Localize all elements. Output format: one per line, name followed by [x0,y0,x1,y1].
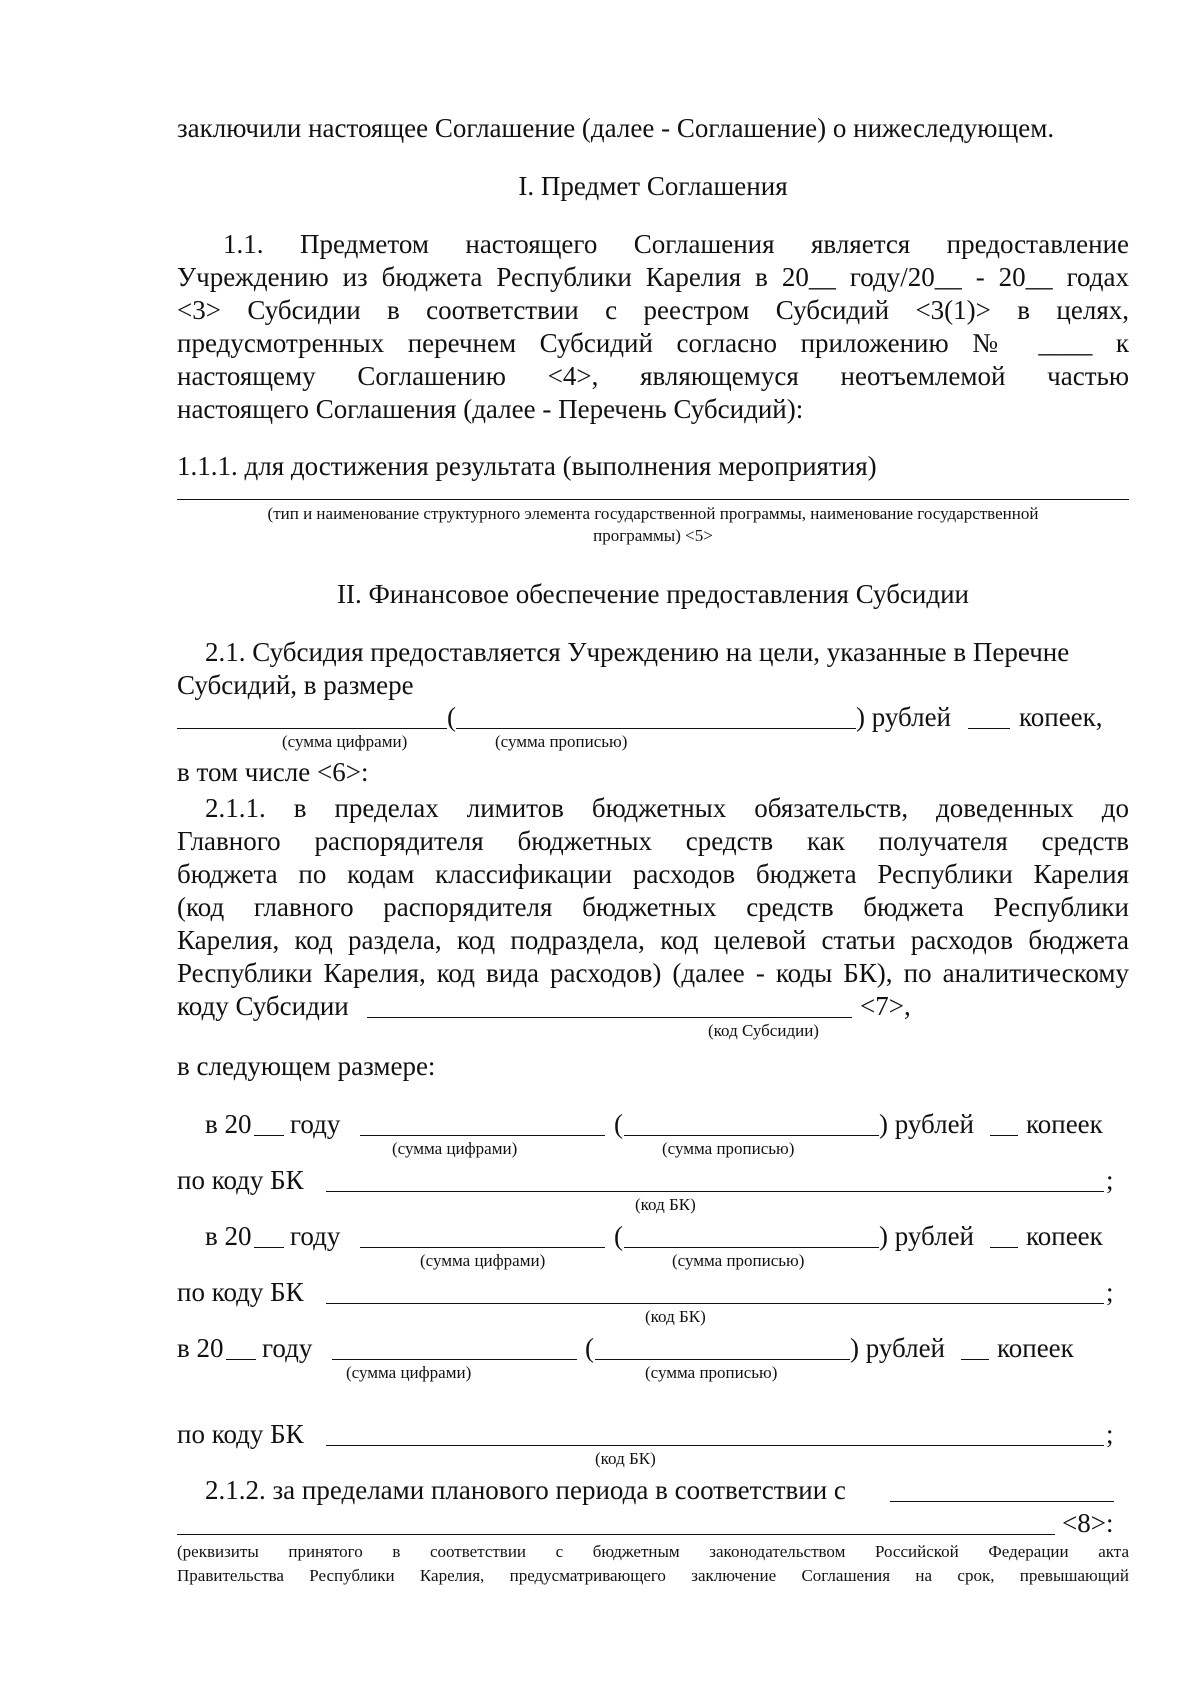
year1-kopeek-blank [990,1135,1018,1136]
including-line: в том числе <6>: [177,757,369,787]
kbk1-label: (код БК) [635,1195,696,1214]
year1-rubley: ) рублей [879,1109,975,1139]
p111-note-line-2: программы) <5> [593,526,713,545]
section-2-title: II. Финансовое обеспечение предоставления Субсидии [336,579,970,609]
kbk3-semicolon: ; [1106,1419,1114,1449]
year2-words-blank [624,1247,879,1248]
p111-line: 1.1.1. для достижения результата (выполнения мероприятия) [177,451,877,481]
bottom-note-line-2: Правительства Республики Карелия, предусматривающего заключение Соглашения на срок, превышающий [177,1566,1129,1585]
kbk2-prefix: по коду БК [177,1277,304,1307]
p11-line-4: предусмотренных перечнем Субсидий согласно приложению № ____ к [177,328,1129,358]
year3-digits-blank [332,1359,577,1360]
p211-line-2: Главного распорядителя бюджетных средств как получателя средств [177,826,1129,856]
year3-kopeek-blank [961,1359,989,1360]
year1-word: году [290,1109,341,1139]
p212-ref: <8>: [1062,1508,1114,1538]
p11-line-3: <3> Субсидии в соответствии с реестром Субсидий <3(1)> в целях, [177,295,1129,325]
p212-blank-2 [177,1534,1055,1535]
year2-rubley: ) рублей [879,1221,975,1251]
following-size-line: в следующем размере: [177,1051,436,1081]
year1-kopeek: копеек [1026,1109,1103,1139]
sum-digits-label: (сумма цифрами) [282,732,408,751]
kbk2-label: (код БК) [645,1307,706,1326]
year2-prefix: в 20 [205,1221,252,1251]
year1-words-label: (сумма прописью) [662,1139,795,1158]
sum-kopeek: копеек, [1019,702,1103,732]
sum-open-paren: ( [447,702,456,732]
p211-line-4: (код главного распорядителя бюджетных средств бюджета Республики [177,892,1129,922]
year3-digits-label: (сумма цифрами) [346,1363,472,1382]
year1-words-blank [624,1135,879,1136]
year1-prefix: в 20 [205,1109,252,1139]
year3-words-label: (сумма прописью) [645,1363,778,1382]
p212-blank-1 [890,1501,1114,1502]
p111-note-line-1: (тип и наименование структурного элемента государственной программы, наименование государственной [267,504,1039,523]
kbk2-blank [326,1303,1104,1304]
year2-digits-label: (сумма цифрами) [420,1251,546,1270]
subsidy-code-label: (код Субсидии) [708,1021,819,1040]
subsidy-code-ref: <7>, [860,991,911,1021]
year2-kopeek-blank [990,1247,1018,1248]
p211-line-1: 2.1.1. в пределах лимитов бюджетных обязательств, доведенных до [205,793,1129,823]
p11-line-6: настоящего Соглашения (далее - Перечень Субсидий): [177,394,804,424]
subsidy-code-blank [367,1017,852,1018]
kbk1-prefix: по коду БК [177,1165,304,1195]
year1-blank [254,1135,284,1136]
year3-word: году [262,1333,313,1363]
sum-kopeek-blank [968,728,1010,729]
year1-open-paren: ( [614,1109,623,1139]
year2-blank [254,1247,284,1248]
year3-words-blank [595,1359,850,1360]
section-1-title: I. Предмет Соглашения [518,171,788,201]
kbk1-blank [326,1191,1104,1192]
year3-open-paren: ( [585,1333,594,1363]
bottom-note-line-1: (реквизиты принятого в соответствии с бюджетным законодательством Российской Федерации акта [177,1542,1129,1561]
year3-prefix: в 20 [177,1333,224,1363]
sum-rubley: ) рублей [856,702,952,732]
sum-words-blank [456,728,856,729]
subsidy-code-prefix: коду Субсидии [177,991,349,1021]
p111-blank-line [177,499,1129,500]
year2-kopeek: копеек [1026,1221,1103,1251]
year2-digits-blank [360,1247,605,1248]
sum-digits-blank [177,728,447,729]
year2-open-paren: ( [614,1221,623,1251]
kbk2-semicolon: ; [1106,1277,1114,1307]
p11-line-5: настоящему Соглашению <4>, являющемуся неотъемлемой частью [177,361,1129,391]
sum-words-label: (сумма прописью) [495,732,628,751]
p212-line: 2.1.2. за пределами планового периода в соответствии с [205,1475,846,1505]
year2-words-label: (сумма прописью) [672,1251,805,1270]
kbk3-blank [326,1445,1104,1446]
p21-line-2: Субсидий, в размере [177,670,414,700]
year1-digits-label: (сумма цифрами) [392,1139,518,1158]
year3-blank [226,1359,256,1360]
intro-line: заключили настоящее Соглашение (далее - Соглашение) о нижеследующем. [177,113,1055,143]
year1-digits-blank [360,1135,605,1136]
p211-line-5: Карелия, код раздела, код подраздела, код целевой статьи расходов бюджета [177,925,1129,955]
year3-kopeek: копеек [997,1333,1074,1363]
p11-line-1: 1.1. Предметом настоящего Соглашения является предоставление [223,229,1129,259]
kbk1-semicolon: ; [1106,1165,1114,1195]
kbk3-prefix: по коду БК [177,1419,304,1449]
p21-line-1: 2.1. Субсидия предоставляется Учреждению на цели, указанные в Перечне [205,637,1070,667]
p211-line-3: бюджета по кодам классификации расходов бюджета Республики Карелия [177,859,1129,889]
p211-line-6: Республики Карелия, код вида расходов) (далее - коды БК), по аналитическому [177,958,1129,988]
year2-word: году [290,1221,341,1251]
kbk3-label: (код БК) [595,1449,656,1468]
p11-line-2: Учреждению из бюджета Республики Карелия в 20__ году/20__ - 20__ годах [177,262,1129,292]
year3-rubley: ) рублей [850,1333,946,1363]
